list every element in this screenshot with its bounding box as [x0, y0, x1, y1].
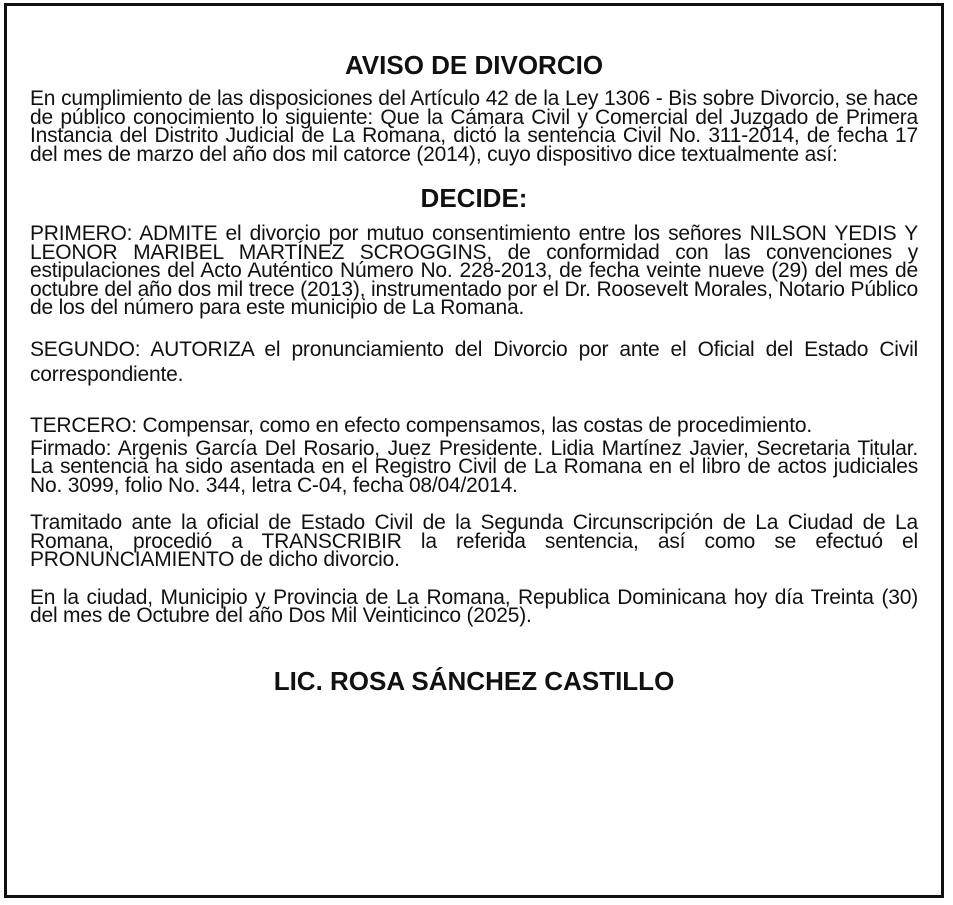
intro-paragraph: En cumplimiento de las disposiciones del Artículo 42 de la Ley 1306 - Bis sobre Divorcio, se hace de público conocimiento lo siguiente: Que la Cámara Civil y Comercial del Juzgado de Primera Instancia del Distrito Judicial de La Romana, dictó la sentencia Civil No. 311-2014, de fecha 17 del mes de marzo del año dos mil catorce (2014), cuyo dispositivo dice textualmente así: — [30, 87, 918, 166]
notice-title: AVISO DE DIVORCIO — [344, 50, 604, 80]
segundo-paragraph: SEGUNDO: AUTORIZA el pronunciamiento del Divorcio por ante el Oficial del Estado Civil correspondiente. — [30, 337, 918, 386]
signature-name: LIC. ROSA SÁNCHEZ CASTILLO — [273, 665, 675, 696]
divorce-notice — [4, 3, 944, 898]
tercero-paragraph: TERCERO: Compensar, como en efecto compensamos, las costas de procedimiento. — [30, 413, 812, 437]
ciudad-paragraph: En la ciudad, Municipio y Provincia de La Romana, Republica Dominicana hoy día Treinta (30) del mes de Octubre del año Dos Mil Veinticinco (2025). — [30, 585, 918, 627]
primero-paragraph: PRIMERO: ADMITE el divorcio por mutuo consentimiento entre los señores NILSON YEDIS Y LEONOR MARIBEL MARTÍNEZ SCROGGINS, de conformidad con las convenciones y estipulaciones del Acto Auténtico Número No. 228-2013, de fecha veinte nueve (29) del mes de octubre del año dos mil trece (2013), instrumentado por el Dr. Roosevelt Morales, Notario Público de los del número para este municipio de La Romana. — [30, 222, 918, 319]
notice-content — [30, 50, 918, 696]
tramitado-paragraph: Tramitado ante la oficial de Estado Civil de la Segunda Circunscripción de La Ciudad de La Romana, procedió a TRANSCRIBIR la referida sentencia, así como se efectuó el PRONUNCIAMIENTO de dicho divorcio. — [30, 511, 918, 571]
spacer — [30, 318, 918, 337]
spacer — [30, 387, 918, 413]
firmado-paragraph: Firmado: Argenis García Del Rosario, Juez Presidente. Lidia Martínez Javier, Secretaria Titular. La sentencia ha sido asentada en el Registro Civil de La Romana en el libro de actos judiciales No. 3099, folio No. 344, letra C-04, fecha 08/04/2014. — [30, 436, 918, 497]
decide-heading: DECIDE: — [420, 183, 528, 213]
